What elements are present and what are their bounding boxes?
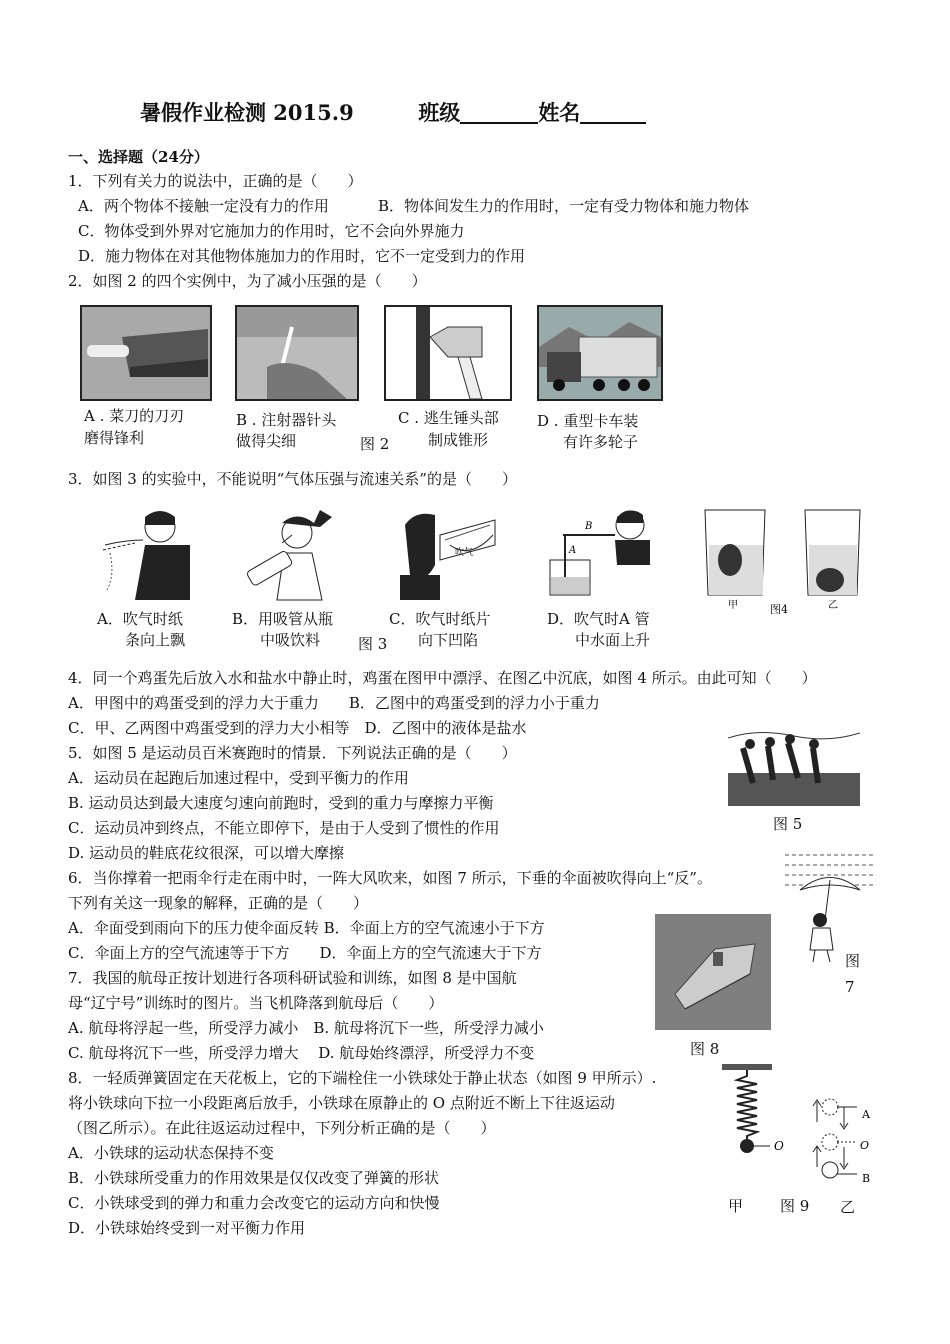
runners-figure: [728, 718, 860, 806]
hammer-diagram: [384, 305, 512, 401]
truck-icon: [539, 307, 661, 399]
q2-cap-d2: 有许多轮子: [563, 433, 639, 451]
q5-option-a: A．运动员在起跑后加速过程中，受到平衡力的作用: [68, 769, 409, 787]
q3-fig-label: 图 3: [358, 635, 388, 653]
hammer-icon: [386, 307, 510, 399]
label-o-jia: O: [774, 1139, 784, 1153]
q2-cap-b1: B . 注射器针头: [236, 411, 337, 429]
q6-fig-label-b: 7: [845, 978, 855, 996]
q3-cap-d1: D．吹气时A 管: [547, 610, 650, 628]
q2-cap-b2: 做得尖细: [236, 432, 297, 450]
q7-stem-1: 7．我国的航母正按计划进行各项科研试验和训练，如图 8 是中国航: [68, 969, 517, 987]
label-a: A: [569, 545, 577, 556]
q8-option-d: D．小铁球始终受到一对平衡力作用: [68, 1219, 306, 1237]
blow-paper-figure: [95, 505, 205, 605]
q3-cap-b2: 中吸饮料: [260, 631, 321, 649]
egg-fig-label: 图4: [770, 603, 788, 615]
label-a-yi: A: [862, 1108, 870, 1121]
q5-stem: 5．如图 5 是运动员百米赛跑时的情景．下列说法正确的是（ ）: [68, 744, 517, 762]
q8-fig-label: 图 9: [780, 1197, 810, 1215]
name-blank[interactable]: [580, 102, 646, 124]
class-label: 班级: [418, 100, 461, 125]
page-title: [140, 102, 646, 124]
q1-option-a: A．两个物体不接触一定没有力的作用: [78, 197, 329, 215]
egg-beakers-figure: [700, 505, 870, 615]
syringe-icon: [237, 307, 357, 399]
q3-cap-a1: A．吹气时纸: [97, 610, 183, 628]
egg-fig-yi: 乙: [828, 600, 838, 611]
title-text: 暑假作业检测 2015.9: [140, 100, 354, 125]
q6-options-ab: A．伞面受到雨向下的压力使伞面反转 B．伞面上方的空气流速小于下方: [68, 919, 545, 937]
q6-stem-1: 6．当你撑着一把雨伞行走在雨中时，一阵大风吹来，如图 7 所示，下垂的伞面被吹得向上“反”。: [68, 869, 712, 887]
q3-cap-a2: 条向上飘: [125, 631, 186, 649]
tube-water-figure: [545, 505, 655, 605]
egg-fig-jia: 甲: [728, 600, 738, 611]
q2-cap-c2: 制成锥形: [428, 431, 489, 449]
q7-options-ab: A. 航母将浮起一些，所受浮力减小 B. 航母将沉下一些，所受浮力减小: [68, 1019, 544, 1037]
q8-stem-2: 将小铁球向下拉一小段距离后放手，小铁球在原静止的 O 点附近不断上下往返运动: [68, 1094, 615, 1112]
q3-stem: 3．如图 3 的实验中，不能说明“气体压强与流速关系”的是（ ）: [68, 470, 517, 488]
q1-option-b: B．物体间发生力的作用时，一定有受力物体和施力物体: [378, 197, 750, 215]
q5-option-d: D. 运动员的鞋底花纹很深，可以增大摩擦: [68, 844, 345, 862]
truck-photo: [537, 305, 663, 401]
syringe-photo: [235, 305, 359, 401]
name-label: 姓名: [538, 100, 581, 125]
label-b-yi: B: [862, 1172, 871, 1185]
q3-cap-c1: C．吹气时纸片: [389, 610, 491, 628]
section-heading: 一、选择题（24分）: [68, 148, 209, 166]
q2-cap-c1: C . 逃生锤头部: [398, 409, 499, 427]
q3-cap-d2: 中水面上升: [575, 631, 651, 649]
q5-fig-label: 图 5: [773, 815, 803, 833]
knife-photo: [80, 305, 212, 401]
q8-option-c: C．小铁球受到的弹力和重力会改变它的运动方向和快慢: [68, 1194, 440, 1212]
book-paper-figure: [395, 505, 505, 605]
q3-cap-b1: B．用吸管从瓶: [232, 610, 334, 628]
carrier-photo: [655, 914, 771, 1030]
q8-stem-1: 8．一轻质弹簧固定在天花板上，它的下端栓住一小铁球处于静止状态（如图 9 甲所示）.: [68, 1069, 657, 1087]
q8-stem-3: （图乙所示）。在此往返运动过程中，下列分析正确的是（ ）: [68, 1119, 496, 1137]
q1-stem: 1．下列有关力的说法中，正确的是（ ）: [68, 172, 363, 190]
straw-bottle-figure: [242, 505, 352, 605]
q4-options-cd: C．甲、乙两图中鸡蛋受到的浮力大小相等 D．乙图中的液体是盐水: [68, 719, 527, 737]
q3-cap-c2: 向下凹陷: [418, 631, 479, 649]
q5-option-c: C．运动员冲到终点，不能立即停下，是由于人受到了惯性的作用: [68, 819, 500, 837]
q2-stem: 2．如图 2 的四个实例中，为了减小压强的是（ ）: [68, 272, 427, 290]
q6-stem-2: 下列有关这一现象的解释，正确的是（ ）: [68, 894, 369, 912]
q2-cap-a1: A . 菜刀的刀刃: [84, 407, 185, 425]
label-o-yi: O: [860, 1139, 870, 1152]
knife-icon: [82, 307, 210, 399]
q8-option-a: A．小铁球的运动状态保持不变: [68, 1144, 274, 1162]
q7-stem-2: 母“辽宁号”训练时的图片。当飞机降落到航母后（ ）: [68, 994, 444, 1012]
q2-fig-label: 图 2: [360, 435, 390, 453]
q4-stem: 4．同一个鸡蛋先后放入水和盐水中静止时，鸡蛋在图甲中漂浮、在图乙中沉底，如图 4 所示。由此可知（ ）: [68, 669, 817, 687]
q8-fig-jia: 甲: [728, 1197, 744, 1215]
q6-options-cd: C．伞面上方的空气流速等于下方 D．伞面上方的空气流速大于下方: [68, 944, 542, 962]
q1-option-d: D．施力物体在对其他物体施加力的作用时，它不一定受到力的作用: [78, 247, 526, 265]
spring-figure: [712, 1062, 882, 1192]
class-blank[interactable]: [460, 102, 538, 124]
q5-option-b: B. 运动员达到最大速度匀速向前跑时，受到的重力与摩擦力平衡: [68, 794, 494, 812]
q7-options-cd: C. 航母将沉下一些，所受浮力增大 D. 航母始终漂浮，所受浮力不变: [68, 1044, 535, 1062]
blow-label: 吹气: [455, 548, 474, 558]
q6-fig-label-a: 图: [845, 952, 861, 970]
q2-cap-d1: D . 重型卡车装: [537, 412, 639, 430]
q8-option-b: B．小铁球所受重力的作用效果是仅仅改变了弹簧的形状: [68, 1169, 440, 1187]
umbrella-figure: [785, 850, 875, 965]
q1-option-c: C．物体受到外界对它施加力的作用时，它不会向外界施力: [78, 222, 465, 240]
label-b: B: [585, 521, 593, 532]
q2-cap-a2: 磨得锋利: [84, 429, 145, 447]
q4-options-ab: A．甲图中的鸡蛋受到的浮力大于重力 B．乙图中的鸡蛋受到的浮力小于重力: [68, 694, 600, 712]
q8-fig-yi: 乙: [840, 1198, 856, 1216]
q7-fig-label: 图 8: [690, 1040, 720, 1058]
